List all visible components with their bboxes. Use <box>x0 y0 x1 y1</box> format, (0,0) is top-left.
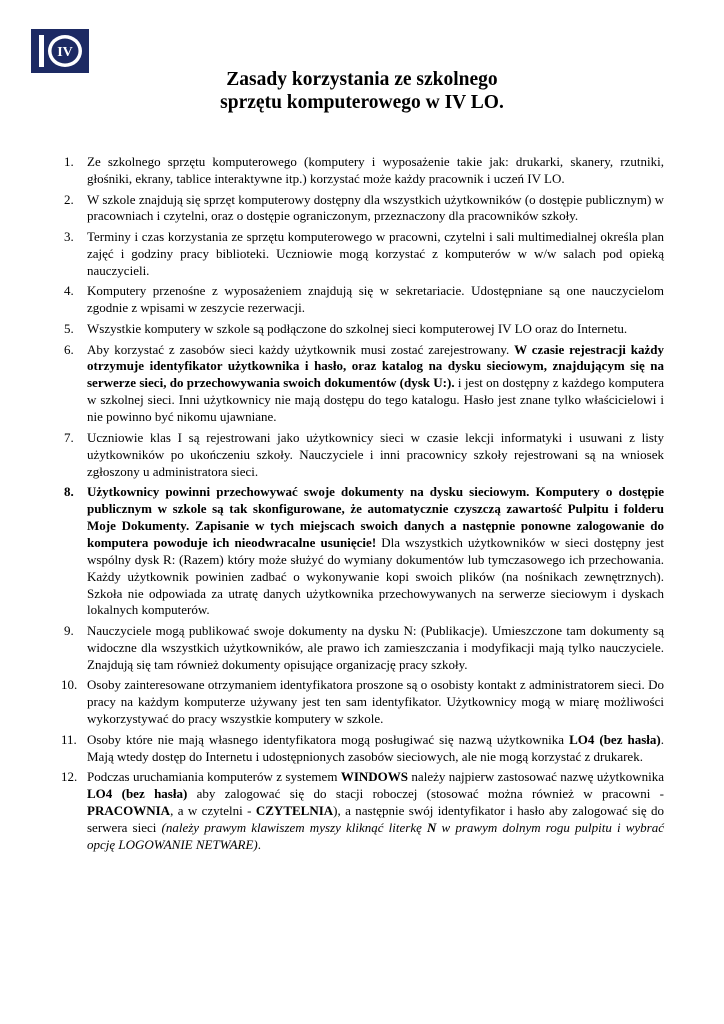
rule-number: 1. <box>64 154 74 169</box>
rule-text: Nauczyciele mogą publikować swoje dokumenty na dysku N: (Publikacje). Umieszczone tam dokumenty są widoczne dla wszystkich użytkowników, ale prawo ich zamieszczania i modyfikacji mają tylko nauczyciele. Znajdują się tam również dokumenty opisujące organizację pracy szkoły. <box>87 623 664 672</box>
rule-text-italic: w prawym dolnym rogu pulpitu i wybrać opcję LOGOWANIE NETWARE) <box>87 820 664 852</box>
rule-text-bold: Użytkownicy powinni przechowywać swoje dokumenty na dysku sieciowym. Komputery o dostępie publicznym w szkole są tak skonfigurowane, że automatycznie czyszczą zawartość Pulpitu i folderu Moje Dokumenty. Zapisanie w tych miejscach swoich danych a następnie ponowne zalogowanie do komputera powoduje ich nieodwracalne usunięcie! <box>87 484 664 550</box>
rule-text-bold: PRACOWNIA <box>87 803 171 819</box>
rule-number: 2. <box>64 191 74 207</box>
rule-text: Uczniowie klas I są rejestrowani jako użytkownicy sieci w czasie lekcji informatyki i usuwani z listy użytkowników po ukończeniu szkoły. Nauczyciele i inni pracownicy szkoły rejestrowani są na wniosek zgłoszony u administratora sieci. <box>87 429 664 479</box>
logo-text: IV <box>57 45 73 60</box>
rule-number: 3. <box>64 229 74 244</box>
rule-item-10 <box>62 677 664 728</box>
rule-text: Podczas uruchamiania komputerów z systemem <box>87 769 341 785</box>
rule-text: Dla wszystkich użytkowników w sieci dostępny jest wspólny dysk R: (Razem) który może służyć do wymiany dokumentów lub tymczasowego ich przechowania. Każdy użytkownik powinien zadbać o wykonywanie kopi swoich plików (na nośnikach zewnętrznych). Szkoła nie odpowiada za utratę danych użytkownika przechowywanych na serwerze sieciowym i dyskach lokalnych komputerów. <box>87 534 665 618</box>
rule-item-5 <box>62 321 664 338</box>
rule-item-8 <box>62 484 664 619</box>
rule-item-2 <box>62 192 664 226</box>
rule-item-11 <box>62 732 664 766</box>
title-line-2: sprzętu komputerowego w IV LO. <box>220 92 504 113</box>
rule-item-3 <box>62 229 664 280</box>
rule-text: Komputery przenośne z wyposażeniem znajdują się w sekretariacie. Udostępniane są one nauczycielom zgodnie z wpisami w zeszycie rezerwacji. <box>87 283 664 316</box>
rule-text-bold: LO4 (bez hasła) <box>569 731 661 747</box>
rule-item-4 <box>62 283 664 317</box>
rule-text: Ze szkolnego sprzętu komputerowego (komputery i wyposażenie takie jak: drukarki, skanery, rzutniki, głośniki, ekrany, tablice interaktywne itp.) korzystać może każdy pracownik i uczeń IV LO. <box>87 154 664 186</box>
rule-number: 8. <box>64 484 74 500</box>
rule-text-bold: CZYTELNIA <box>255 803 334 819</box>
rule-number: 7. <box>64 429 74 445</box>
rule-text: . <box>257 837 262 852</box>
rules-list <box>62 154 664 858</box>
rule-item-7 <box>62 430 664 481</box>
rule-number: 12. <box>61 769 78 785</box>
rule-item-9 <box>62 623 664 674</box>
rule-text-bold-italic: N <box>427 820 437 836</box>
rule-text: Osoby które nie mają własnego identyfikatora mogą posługiwać się nazwą użytkownika <box>87 731 570 747</box>
rule-text: ), a następnie swój identyfikator i hasło aby zalogować się do serwera sieci <box>87 803 664 836</box>
rule-text: aby zalogować się do stacji roboczej (stosować można również w pracowni - <box>187 786 664 802</box>
iv-lo-logo-icon <box>31 29 89 73</box>
rule-text-bold: LO4 (bez hasła) <box>87 786 188 802</box>
rule-number: 6. <box>64 341 74 357</box>
rule-text: , a w czytelni - <box>170 803 256 819</box>
rule-text: Osoby zainteresowane otrzymaniem identyfikatora proszone są o osobisty kontakt z administratorem sieci. Do pracy na każdym komputerze używany jest ten sam identyfikator. Użytkownicy mogą w miarę możliwości wykorzystywać do pracy wszystkie komputery w szkole. <box>87 677 664 727</box>
school-logo <box>31 29 89 73</box>
rule-number: 10. <box>61 677 78 693</box>
page-title <box>0 68 724 114</box>
rule-text: W szkole znajdują się sprzęt komputerowy dostępny dla wszystkich użytkowników (o dostępie publicznym) w pracowniach i czytelni, oraz o dostępie ograniczonym, przeznaczony dla pracowników szkoły. <box>87 191 664 224</box>
rule-text: należy najpierw zastosować nazwę użytkownika <box>408 769 664 785</box>
rule-text: Terminy i czas korzystania ze sprzętu komputerowego w pracowni, czytelni i sali multimedialnej określa plan zajęć i godziny pracy biblioteki. Uczniowie mogą korzystać z komputerów w w/w salach pod opieką nauczycieli. <box>87 229 664 278</box>
rule-item-12 <box>62 769 664 854</box>
rule-text: . Mają wtedy dostęp do Internetu i udostępnionych zasobów sieciowych, ale nie mogą korzystać z drukarek. <box>87 731 664 764</box>
rule-text-bold: W czasie rejestracji każdy otrzymuje identyfikator użytkownika i hasło, oraz katalog na dysku sieciowym, znajdującym się na serwerze sieci, do przechowywania swoich dokumentów (dysk U:). <box>87 341 664 391</box>
rule-text-bold: WINDOWS <box>340 769 409 785</box>
rule-text-italic: (należy prawym klawiszem myszy kliknąć literkę <box>161 820 428 836</box>
rule-item-1 <box>62 154 664 188</box>
rule-item-6 <box>62 342 664 427</box>
rule-number: 11. <box>61 731 77 747</box>
rule-text: i jest on dostępny z każdego komputera w szkolnej sieci. Inni użytkownicy nie mają dostępu do tego katalogu. Hasło jest znane tylko właścicielowi i nie powinno być nikomu ujawniane. <box>87 375 664 425</box>
rule-number: 4. <box>64 283 74 299</box>
rule-text: Wszystkie komputery w szkole są podłączone do szkolnej sieci komputerowej IV LO oraz do Internetu. <box>87 320 628 336</box>
rule-number: 9. <box>64 623 74 639</box>
rule-text: Aby korzystać z zasobów sieci każdy użytkownik musi zostać zarejestrowany. <box>87 341 515 357</box>
rule-number: 5. <box>64 320 74 336</box>
title-line-1: Zasady korzystania ze szkolnego <box>226 69 498 90</box>
